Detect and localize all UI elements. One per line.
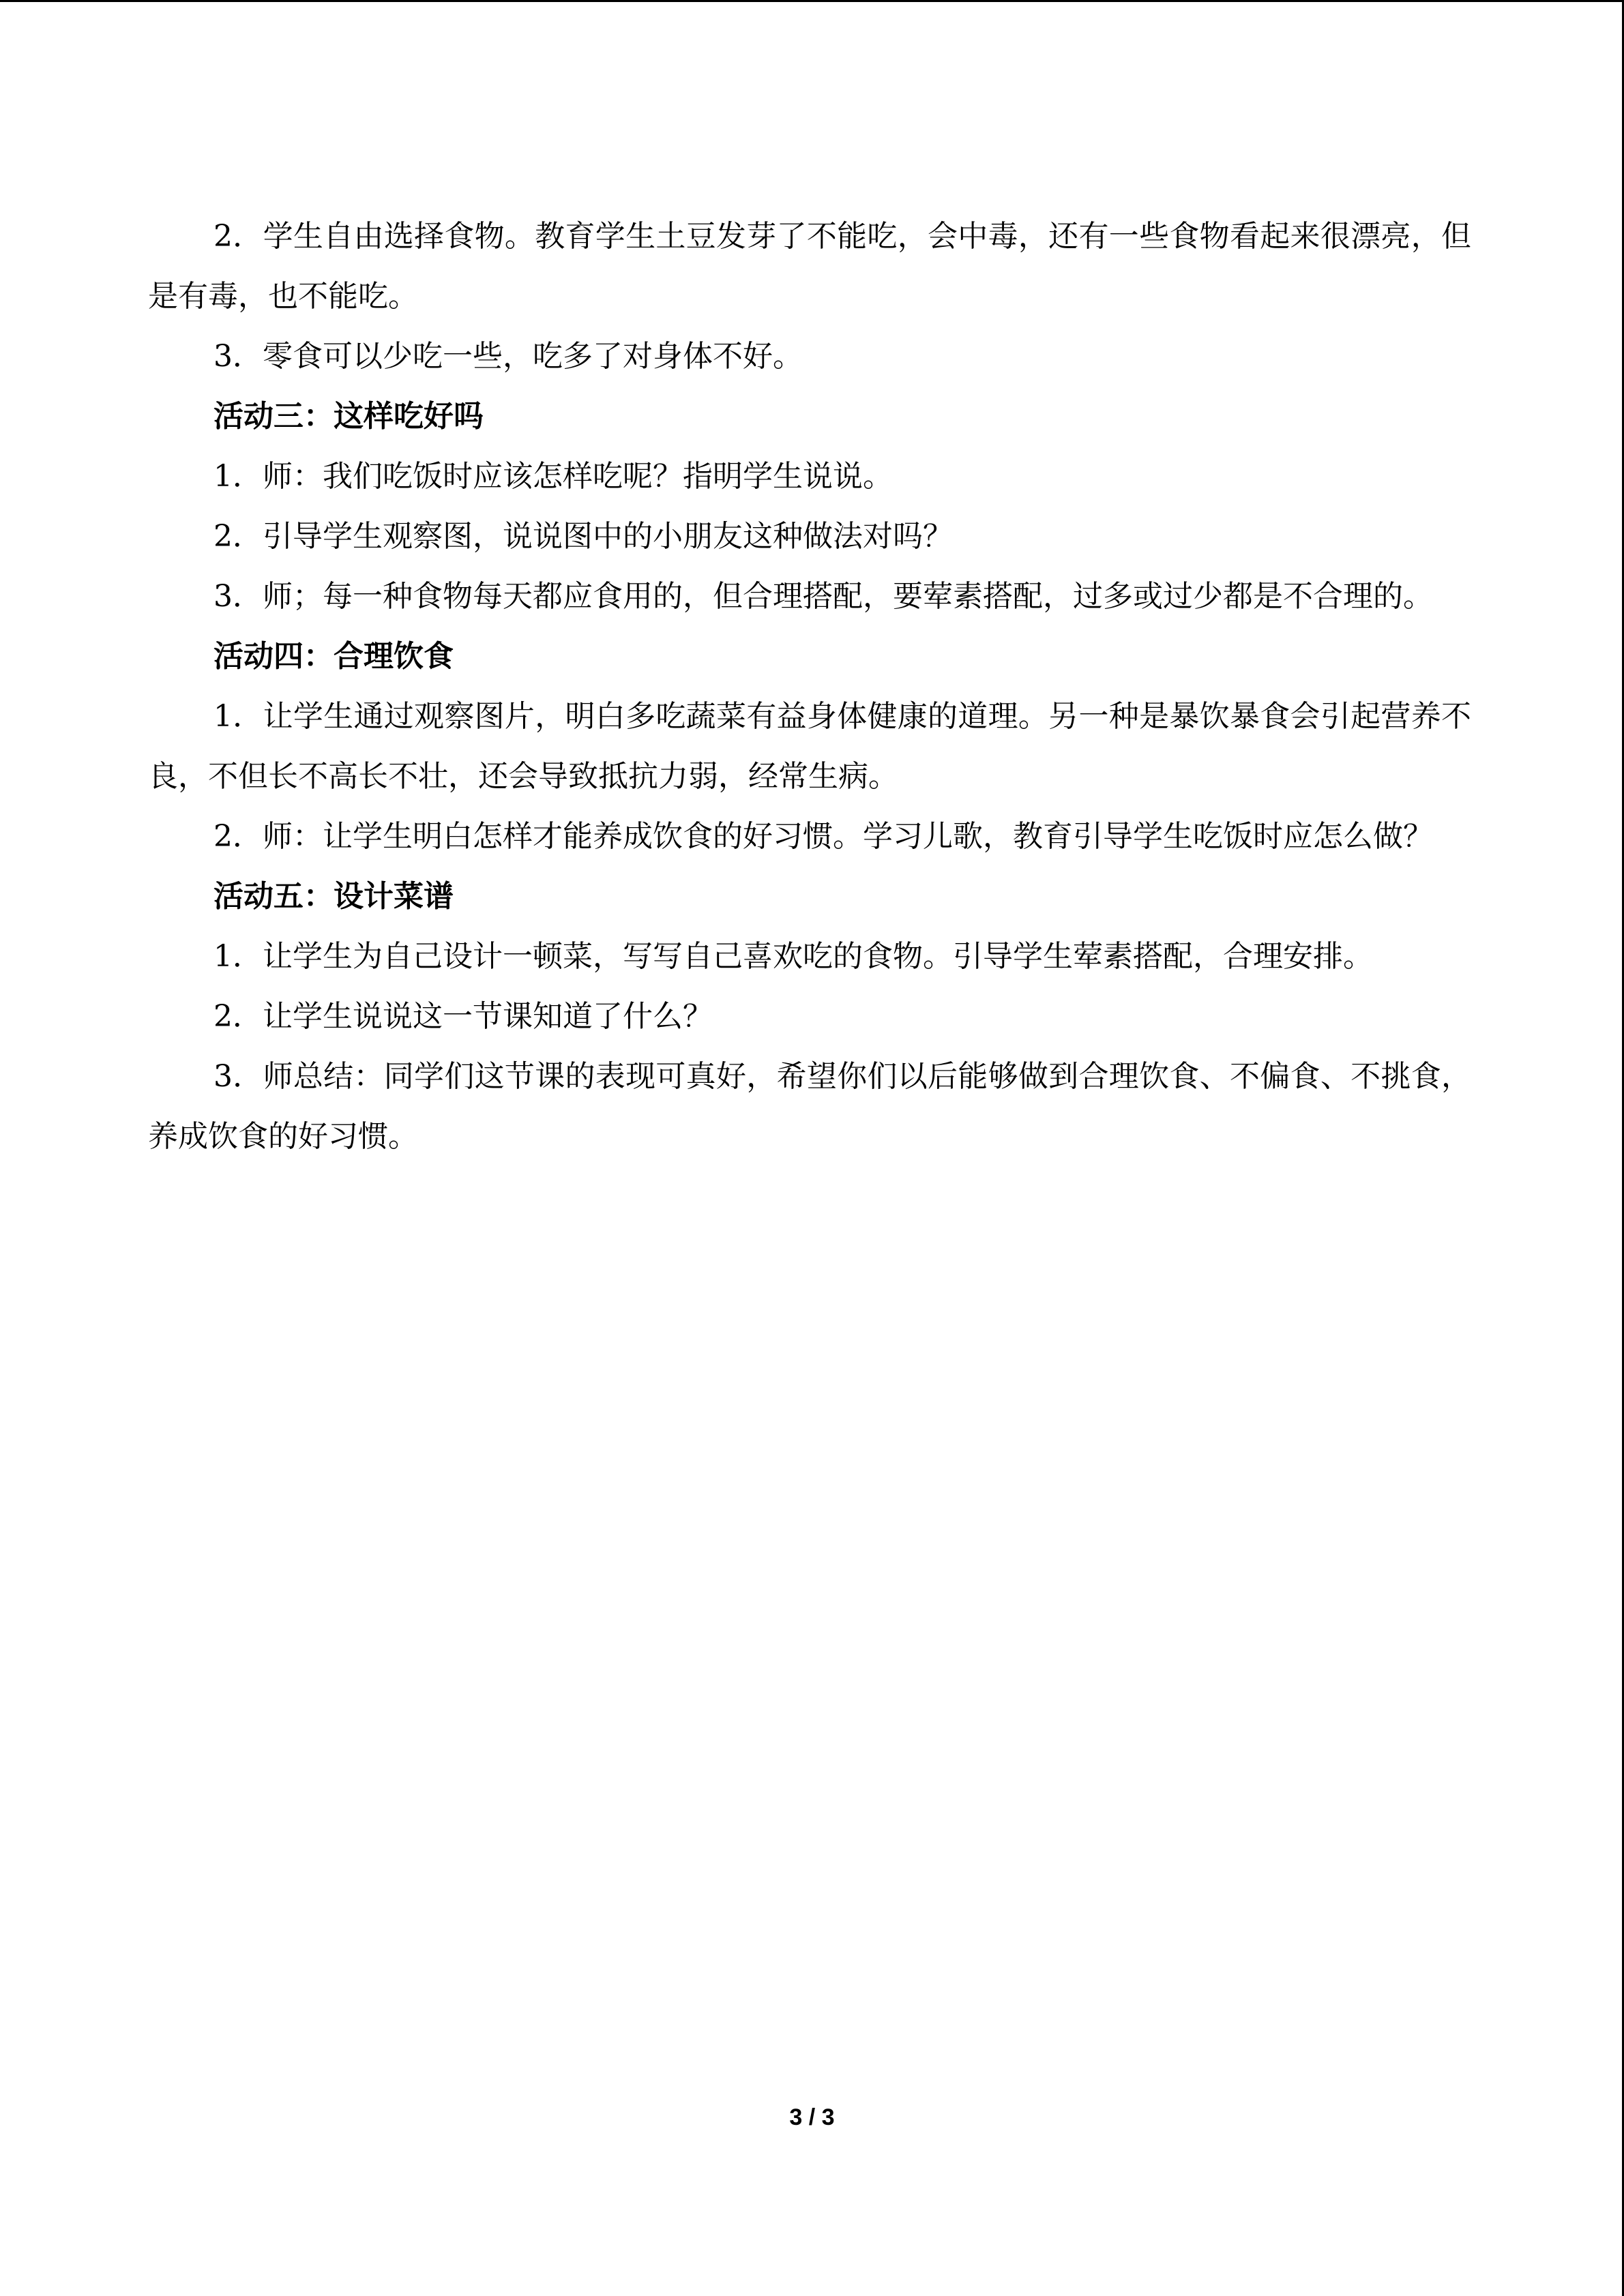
paragraph-food-choice: 2．学生自由选择食物。教育学生土豆发芽了不能吃，会中毒，还有一些食物看起来很漂亮，但是有毒，也不能吃。 [148, 219, 1471, 314]
heading-activity-three: 活动三：这样吃好吗 [213, 399, 484, 434]
paragraph-snacks: 3．零食可以少吃一些，吃多了对身体不好。 [213, 339, 803, 374]
document-body [148, 207, 1471, 1167]
paragraph-what-learned: 2．让学生说说这一节课知道了什么？ [213, 999, 713, 1034]
page-number: 3 / 3 [789, 2104, 835, 2130]
paragraph-how-to-eat: 1．师：我们吃饭时应该怎样吃呢？指明学生说说。 [213, 459, 893, 494]
paragraph-vegetables-health: 1．让学生通过观察图片，明白多吃蔬菜有益身体健康的道理。另一种是暴饮暴食会引起营养不良，不但长不高长不壮，还会导致抵抗力弱，经常生病。 [148, 699, 1471, 794]
heading-activity-five: 活动五：设计菜谱 [213, 879, 454, 914]
heading-activity-four: 活动四：合理饮食 [213, 639, 454, 674]
paragraph-balanced-combination: 3．师；每一种食物每天都应食用的，但合理搭配，要荤素搭配，过多或过少都是不合理的。 [213, 579, 1433, 614]
paragraph-teacher-summary: 3．师总结：同学们这节课的表现可真好，希望你们以后能够做到合理饮食、不偏食、不挑食，养成饮食的好习惯。 [148, 1059, 1471, 1154]
paragraph-design-menu: 1．让学生为自己设计一顿菜，写写自己喜欢吃的食物。引导学生荤素搭配，合理安排。 [213, 939, 1373, 974]
paragraph-observe-picture: 2．引导学生观察图，说说图中的小朋友这种做法对吗？ [213, 519, 953, 554]
paragraph-good-habits: 2．师：让学生明白怎样才能养成饮食的好习惯。学习儿歌，教育引导学生吃饭时应怎么做？ [213, 819, 1433, 854]
